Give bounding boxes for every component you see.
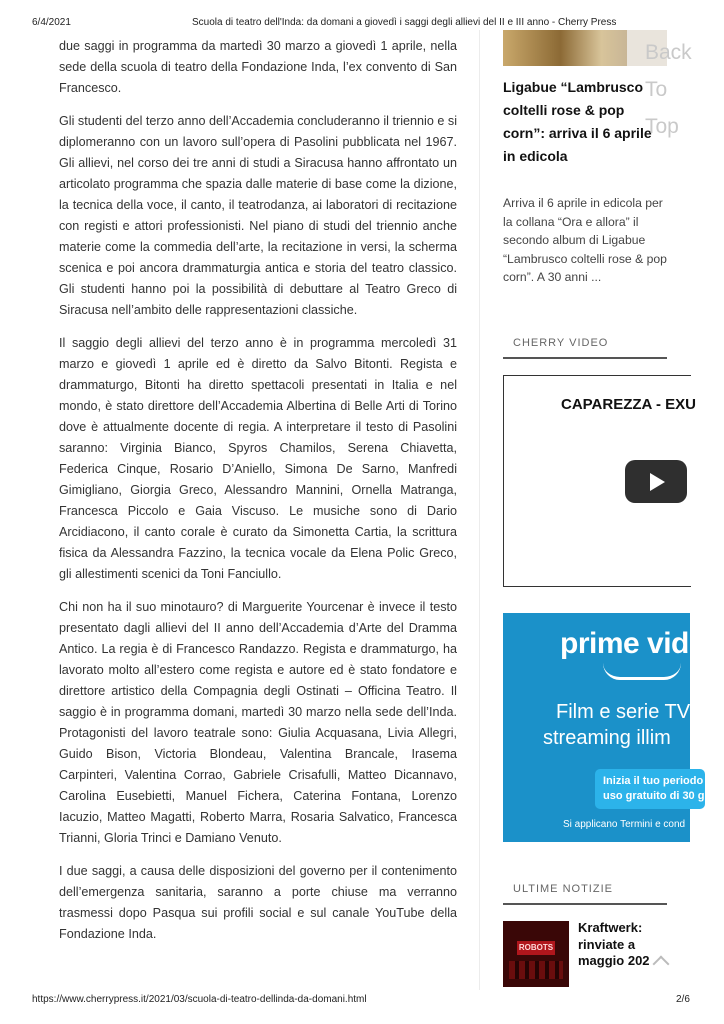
ad-brand: prime vide [560,627,706,660]
ad-subheadline: streaming illim [543,727,671,749]
ad-cta-line: uso gratuito di 30 gio [603,790,715,802]
print-title: Scuola di teatro dell'Inda: da domani a giovedì i saggi degli allievi del II e III anno - Cherry Press [192,17,617,28]
print-header [0,0,724,30]
section-title: CHERRY VIDEO [513,337,609,349]
ad-cta-button[interactable] [595,769,715,809]
article-paragraph: due saggi in programma da martedì 30 marzo a giovedì 1 aprile, nella sede della scuola di teatro della Fondazione Inda, l’ex convento di San Francesco. [59,39,457,95]
news-thumbnail[interactable] [503,921,569,987]
ad-headline: Film e serie TV [556,701,691,723]
article-paragraph: I due saggi, a causa delle disposizioni del governo per il contenimento dell’emergenza sanitaria, saranno a porte chiuse ma verranno trasmessi dopo Pasqua sui profili social e sul canale YouTube della Fondazione Inda. [59,864,457,941]
video-title[interactable]: CAPAREZZA - EXU [561,396,696,413]
news-thumbnail-text: ROBOTS [517,941,555,955]
article-paragraph: Gli studenti del terzo anno dell’Accademia concluderanno il triennio e si diplomeranno con un lavoro sull’opera di Pasolini pubblicata nel 1967. Gli allievi, nel corso dei tre anni di studi a Siracusa hanno affrontato un articolato programma che spazia dalle materie di base come la dizione, la tecnica della voce, il canto, il teatrodanza, ai laboratori di recitazione con registi e attori professionisti. Nel piano di studi del triennio anche materie come la commedia dell’arte, la recitazione in versi, la scherma scenica e poi ancora drammaturgia antica e storia del teatro classico. Gli studenti hanno poi la possibilità di debuttare al Teatro Greco di Siracusa nell’ambito delle rappresentazioni classiche. [59,114,457,317]
section-rule [503,357,667,359]
related-post-excerpt: Arriva il 6 aprile in edicola per la collana “Ora e allora” il secondo album di Ligabue “Lambrusco coltelli rose & pop corn”. A 30 anni ... [503,196,667,285]
print-date: 6/4/2021 [32,17,71,28]
youtube-video-embed[interactable] [503,375,696,587]
article-paragraph: Il saggio degli allievi del terzo anno è in programma mercoledì 31 marzo e giovedì 1 aprile ed è diretto da Salvo Bitonti. Regista e drammaturgo, Bitonti ha diretto spettacoli presentati in Italia e nel mondo, è stato direttore dell’Accademia Albertina di Belle Arti di Torino dove è attualmente docente di regia. A interpretare il testo di Pasolini saranno: Virginia Bianco, Spyros Chamilos, Serena Chiavetta, Federica Cinque, Rosario D’Aniello, Simona De Sarno, Manfredi Gimigliano, Giorgia Greco, Alessandro Mannini, Ornella Matranga, Francesca Piccolo e Gaia Viscuso. Le musiche sono di Dario Arcidiacono, il canto corale è curato da Simonetta Cartia, la scrittura fisica da Alessandra Fazzino, la tecnica vocale da Elena Polic Greco, gli allestimenti scenici da Toni Fanciullo. [59,336,457,581]
section-rule [503,903,667,905]
back-to-top-button[interactable]: Back To Top [645,41,692,138]
section-title: ULTIME NOTIZIE [513,883,613,895]
ad-cta-line: Inizia il tuo periodo d [603,775,713,787]
article-body [59,36,457,957]
play-icon[interactable] [625,460,687,503]
page-number: 2/6 [676,994,690,1005]
smile-logo-icon [603,663,681,680]
related-post-thumbnail[interactable] [503,30,667,66]
news-item-title[interactable]: Kraftwerk: rinviate a maggio 202 [578,920,650,968]
prime-video-ad-banner[interactable] [503,613,715,842]
ad-terms: Si applicano Termini e cond [563,819,686,830]
print-url: https://www.cherrypress.it/2021/03/scuola-di-teatro-dellinda-da-domani.html [32,994,367,1005]
article-paragraph: Chi non ha il suo minotauro? di Marguerite Yourcenar è invece il testo presentato dagli allievi del II anno dell’Accademia d’Arte del Dramma Antico. La regia è di Francesco Randazzo. Regista e drammaturgo, ha lavorato molto all’estero come regista e autore ed è stato fondatore e direttore artistico della Compagnia degli Ostinati – Officina Teatro. Il saggio è in programma domani, martedì 30 marzo nella sede dell’Inda. Protagonisti del lavoro teatrale sono: Giulia Acquasana, Livia Allegri, Guido Bison, Victoria Blondeau, Valentina Brancale, Irasema Carpinteri, Valentina Corrao, Gabriele Crisafulli, Matteo Dicannavo, Carolina Eusebietti, Manuel Fichera, Caterina Fontana, Lorenzo Iacuzio, Matteo Magatti, Roberto Marra, Rosaria Salvatico, Francesca Trianni, Gloria Trinci e Damiano Venuto. [59,600,457,845]
related-post-title[interactable]: Ligabue “Lambrusco coltelli rose & pop corn”: arriva il 6 aprile in edicola [503,79,652,164]
column-divider [479,30,480,990]
